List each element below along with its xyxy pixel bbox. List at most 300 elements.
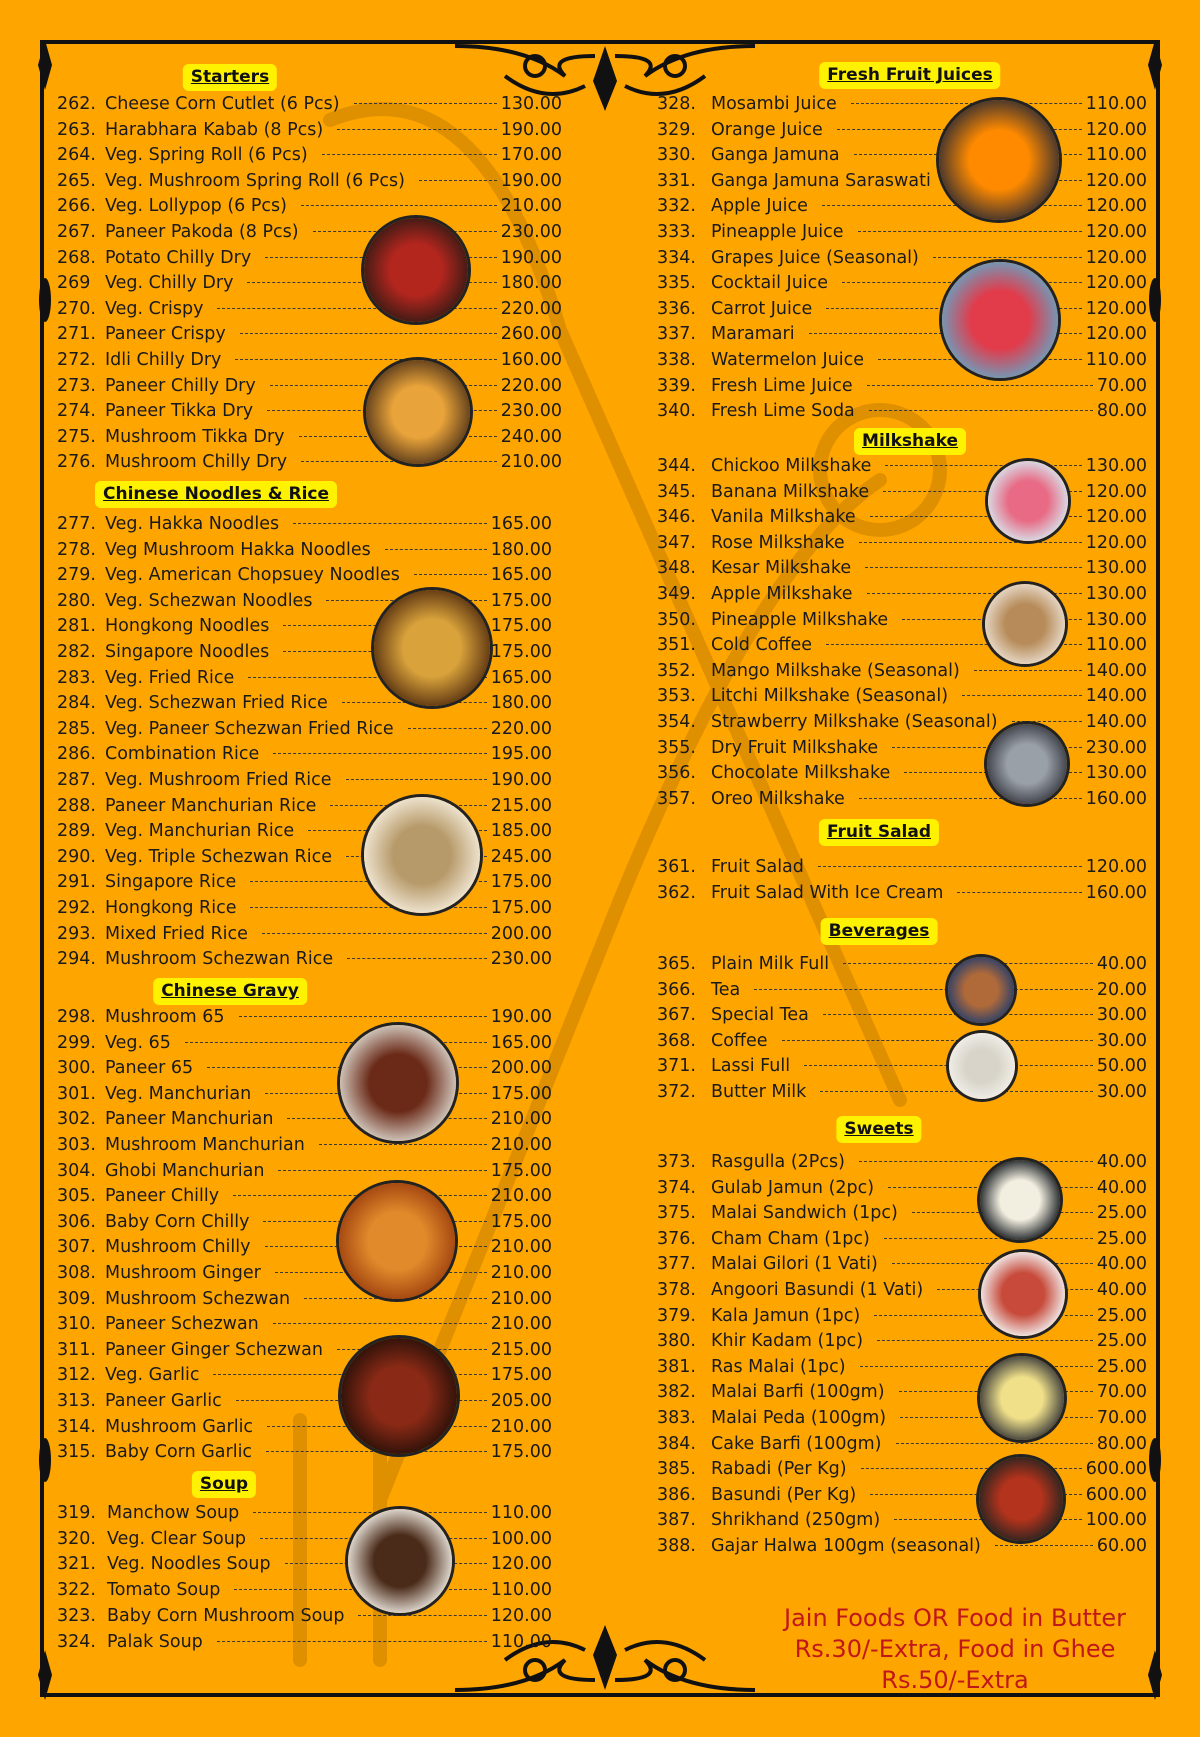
item-number: 332. [657,196,696,217]
item-price: 220.00 [500,298,562,319]
menu-item-row [657,582,1147,606]
dotted-leader [867,385,1093,386]
item-name: Mushroom Chilly [105,1237,251,1258]
dotted-leader [820,1091,1093,1092]
item-name: Ras Malai (1pc) [711,1356,846,1377]
item-name: Mushroom 65 [105,1007,225,1027]
item-price: 120.00 [490,1554,552,1575]
menu-item-row [57,1287,552,1311]
menu-item-row [57,742,552,766]
item-number: 375. [657,1203,696,1224]
item-name: Coffee [711,1030,768,1051]
item-name: Kala Jamun (1pc) [711,1305,861,1326]
dotted-leader [253,1512,487,1513]
item-price: 80.00 [1096,1433,1147,1454]
menu-item-row [657,374,1147,398]
item-name: Paneer Manchurian Rice [105,795,317,816]
dotted-leader [859,798,1082,799]
item-price: 120.00 [490,1605,552,1626]
item-price: 210.00 [490,1288,552,1309]
menu-item-row [657,220,1147,244]
item-price: 230.00 [500,401,562,422]
item-number: 305. [57,1186,96,1207]
menu-item-row [657,608,1147,632]
orange-juice-photo [939,100,1059,220]
item-price: 130.00 [1085,763,1147,784]
dotted-leader [859,1161,1093,1162]
item-name: Veg. Schezwan Noodles [105,590,313,611]
item-price: 30.00 [1096,1030,1147,1051]
menu-item-row [657,1150,1147,1174]
menu-item-row [657,348,1147,372]
menu-item-row [57,143,562,167]
dotted-leader [818,866,1082,867]
menu-item-row [657,480,1147,504]
menu-item-row [57,691,552,715]
item-price: 110.00 [490,1631,552,1652]
item-number: 287. [57,770,96,790]
item-name: Khir Kadam (1pc) [711,1331,864,1352]
menu-item-row [657,118,1147,142]
item-price: 180.00 [500,273,562,294]
item-number: 335. [657,273,696,294]
menu-item-row [657,633,1147,657]
item-number: 285. [57,718,96,739]
item-number: 293. [57,923,96,944]
item-number: 319. [57,1503,96,1523]
dotted-leader [962,695,1082,696]
dotted-leader [869,410,1093,411]
item-name: Mango Milkshake (Seasonal) [711,660,960,681]
item-number: 324. [57,1631,96,1652]
menu-item-row [657,1278,1147,1302]
item-name: Plain Milk Full [711,954,830,974]
item-price: 60.00 [1096,1536,1147,1556]
item-price: 30.00 [1096,1005,1147,1026]
item-number: 262. [57,94,96,114]
item-name: Baby Corn Garlic [105,1442,253,1463]
item-name: Veg. American Chopsuey Noodles [105,565,400,586]
menu-item-row [657,271,1147,295]
item-name: Paneer Pakoda (8 Pcs) [105,222,299,242]
item-number: 266. [57,196,96,217]
item-price: 40.00 [1096,1254,1147,1275]
item-number: 307. [57,1237,96,1258]
item-price: 175.00 [490,590,552,611]
item-name: Fresh Lime Soda [711,401,855,422]
item-name: Strawberry Milkshake (Seasonal) [711,712,998,732]
menu-item-row [57,1338,552,1362]
item-number: 371. [657,1056,696,1077]
menu-item-row [57,1630,552,1654]
lassi-photo [949,1033,1015,1099]
menu-item-row [57,1415,552,1439]
menu-item-row [657,952,1147,976]
item-number: 330. [657,145,696,166]
dotted-leader [885,465,1081,466]
dotted-leader [851,103,1082,104]
item-price: 70.00 [1096,375,1147,396]
item-price: 100.00 [1085,1510,1147,1531]
menu-item-row [657,297,1147,321]
section-heading-chinese-gravy: Chinese Gravy [153,978,307,1005]
item-number: 379. [657,1305,696,1326]
item-price: 120.00 [1085,273,1147,294]
item-name: Shrikhand (250gm) [711,1510,881,1531]
menu-item-row [57,399,562,423]
item-name: Veg. Manchurian Rice [105,821,295,842]
item-name: Rasgulla (2Pcs) [711,1152,845,1172]
menu-item-row [657,659,1147,683]
item-price: 110.00 [1085,350,1147,370]
item-number: 312. [57,1365,96,1386]
item-price: 130.00 [1085,558,1147,579]
item-price: 120.00 [1085,298,1147,319]
item-name: Basundi (Per Kg) [711,1484,857,1505]
item-number: 302. [57,1109,96,1130]
dotted-leader [354,103,497,104]
menu-item-row [657,1029,1147,1053]
item-price: 140.00 [1085,660,1147,681]
menu-item-row [657,556,1147,580]
menu-item-row [57,1005,552,1029]
item-price: 175.00 [490,898,552,918]
menu-item-row [57,538,552,562]
section-heading-chinese-noodles-rice: Chinese Noodles & Rice [95,481,337,508]
menu-item-row [657,531,1147,555]
dotted-leader [754,989,1093,990]
item-price: 600.00 [1085,1484,1147,1505]
menu-item-row [57,220,562,244]
item-price: 205.00 [490,1391,552,1411]
item-price: 200.00 [490,923,552,944]
item-number: 263. [57,119,96,140]
item-name: Veg. Clear Soup [107,1528,246,1549]
item-number: 286. [57,744,96,765]
item-name: Veg. Noodles Soup [107,1554,271,1575]
item-price: 120.00 [1085,196,1147,217]
item-name: Mushroom Tikka Dry [105,426,285,447]
item-name: Malai Peda (100gm) [711,1408,887,1428]
menu-item-row [657,787,1147,811]
item-number: 270. [57,298,96,319]
item-number: 268. [57,247,96,268]
manchurian-photo [340,1025,456,1141]
item-name: Veg. Mushroom Fried Rice [105,770,332,790]
item-number: 280. [57,590,96,611]
item-price: 160.00 [500,350,562,370]
dotted-leader [865,567,1082,568]
item-number: 336. [657,298,696,319]
item-price: 215.00 [490,1339,552,1360]
item-price: 130.00 [1085,584,1147,604]
dotted-leader [874,1315,1093,1316]
item-price: 210.00 [490,1314,552,1335]
item-number: 334. [657,247,696,268]
item-price: 120.00 [1085,170,1147,191]
item-name: Malai Sandwich (1pc) [711,1203,898,1224]
dotted-leader [933,257,1082,258]
item-price: 215.00 [490,795,552,816]
section-heading-fruit-salad: Fruit Salad [819,819,939,846]
item-number: 377. [657,1254,696,1275]
item-number: 383. [657,1408,696,1428]
item-name: Rabadi (Per Kg) [711,1459,847,1480]
item-number: 368. [657,1030,696,1051]
paneer-tikka-photo [366,360,470,464]
item-price: 120.00 [1085,532,1147,553]
dotted-leader [974,670,1082,671]
item-number: 345. [657,481,696,502]
item-name: Paneer Manchurian [105,1109,274,1130]
item-name: Cham Cham (1pc) [711,1228,870,1249]
item-number: 356. [657,763,696,784]
dotted-leader [858,231,1082,232]
menu-item-row [57,947,552,971]
menu-item-row [57,794,552,818]
item-price: 175.00 [490,1160,552,1181]
menu-item-row [57,1082,552,1106]
menu-item-row [657,684,1147,708]
item-name: Paneer Garlic [105,1391,222,1411]
item-name: Paneer Crispy [105,324,226,345]
item-name: Veg. Triple Schezwan Rice [105,846,332,867]
dotted-leader [995,1545,1093,1546]
dotted-leader [347,958,487,959]
item-name: Mushroom Manchurian [105,1135,305,1155]
item-price: 210.00 [500,452,562,473]
item-name: Gulab Jamun (2pc) [711,1177,875,1198]
item-name: Gajar Halwa 100gm (seasonal) [711,1536,981,1556]
item-price: 20.00 [1096,979,1147,1000]
item-number: 276. [57,452,96,473]
item-number: 373. [657,1152,696,1172]
item-price: 140.00 [1085,686,1147,707]
item-number: 291. [57,872,96,893]
item-name: Veg. Garlic [105,1365,200,1386]
dotted-leader [337,129,497,130]
menu-item-row [657,710,1147,734]
dotted-leader [408,728,487,729]
item-number: 284. [57,693,96,714]
item-number: 353. [657,686,696,707]
dotted-leader [217,308,496,309]
menu-item-row [57,896,552,920]
item-price: 120.00 [1085,324,1147,345]
item-number: 347. [657,532,696,553]
item-price: 120.00 [1085,507,1147,528]
menu-item-row [657,1003,1147,1027]
section-heading-soup: Soup [192,1471,256,1498]
item-number: 289. [57,821,96,842]
item-price: 80.00 [1096,401,1147,422]
menu-item-row [57,1604,552,1628]
item-number: 269 [57,273,91,294]
item-price: 180.00 [490,539,552,560]
item-price: 50.00 [1096,1056,1147,1077]
dotted-leader [877,1340,1093,1341]
dotted-leader [884,1238,1093,1239]
dotted-leader [301,205,497,206]
dotted-leader [957,892,1081,893]
item-name: Veg. Fried Rice [105,667,235,688]
item-number: 265. [57,170,96,191]
menu-item-row [57,1527,552,1551]
menu-item-row [57,922,552,946]
item-price: 175.00 [490,1442,552,1463]
menu-item-row [657,1508,1147,1532]
item-price: 175.00 [490,1211,552,1232]
item-name: Malai Barfi (100gm) [711,1382,885,1403]
item-price: 240.00 [500,426,562,447]
note-line-3: Rs.50/-Extra [881,1666,1029,1694]
oreo-shake-photo [987,724,1067,804]
item-name: Harabhara Kabab (8 Pcs) [105,119,324,140]
item-number: 288. [57,795,96,816]
menu-item-row [657,1329,1147,1353]
menu-item-row [57,194,562,218]
item-name: Oreo Milkshake [711,788,845,809]
item-number: 381. [657,1356,696,1377]
item-name: Grapes Juice (Seasonal) [711,247,919,268]
item-price: 25.00 [1096,1228,1147,1249]
item-name: Vanila Milkshake [711,507,856,528]
menu-item-row [57,1184,552,1208]
item-name: Dry Fruit Milkshake [711,737,879,758]
item-price: 210.00 [490,1416,552,1437]
item-price: 210.00 [500,196,562,217]
item-name: Singapore Noodles [105,642,270,662]
item-price: 210.00 [490,1237,552,1258]
item-number: 310. [57,1314,96,1335]
item-name: Manchow Soup [107,1503,240,1523]
item-price: 120.00 [1085,247,1147,268]
item-number: 299. [57,1032,96,1053]
item-number: 387. [657,1510,696,1531]
item-price: 260.00 [500,324,562,345]
menu-item-row [57,1235,552,1259]
section-heading-sweets: Sweets [836,1116,921,1143]
menu-item-row [57,870,552,894]
menu-item-row [57,1501,552,1525]
menu-item-row [657,1201,1147,1225]
menu-item-row [57,322,562,346]
item-price: 175.00 [490,616,552,637]
item-number: 322. [57,1580,96,1601]
dotted-leader [293,523,487,524]
menu-item-row [657,1054,1147,1078]
fried-rice-photo [364,797,480,913]
item-number: 357. [657,788,696,809]
menu-item-row [657,505,1147,529]
watermelon-juice-photo [942,262,1058,378]
item-name: Mosambi Juice [711,94,837,114]
item-number: 372. [657,1082,696,1102]
menu-item-row [57,1210,552,1234]
noodles-photo [374,590,490,706]
garlic-gravy-photo [341,1338,457,1454]
menu-item-row [57,1312,552,1336]
item-price: 190.00 [490,1007,552,1027]
item-number: 382. [657,1382,696,1403]
item-price: 40.00 [1096,1152,1147,1172]
item-number: 315. [57,1442,96,1463]
item-name: Baby Corn Chilly [105,1211,250,1232]
item-number: 313. [57,1391,96,1411]
item-number: 272. [57,350,96,370]
item-price: 160.00 [1085,882,1147,903]
item-name: Litchi Milkshake (Seasonal) [711,686,949,707]
menu-item-row [657,1080,1147,1104]
item-price: 165.00 [490,667,552,688]
item-price: 210.00 [490,1186,552,1207]
menu-item-row [657,322,1147,346]
item-name: Mushroom Chilly Dry [105,452,288,473]
menu-item-row [657,736,1147,760]
menu-item-row [57,425,562,449]
item-name: Veg. Mushroom Spring Roll (6 Pcs) [105,170,405,191]
item-name: Cheese Corn Cutlet (6 Pcs) [105,94,340,114]
item-price: 70.00 [1096,1382,1147,1403]
item-name: Mixed Fried Rice [105,923,248,944]
item-price: 175.00 [490,642,552,662]
item-number: 321. [57,1554,96,1575]
item-number: 309. [57,1288,96,1309]
item-price: 110.00 [490,1503,552,1523]
item-number: 351. [657,635,696,656]
item-number: 378. [657,1280,696,1300]
item-price: 165.00 [490,514,552,534]
item-name: Veg. Paneer Schezwan Fried Rice [105,718,394,739]
menu-item-row [657,1227,1147,1251]
item-name: Chickoo Milkshake [711,456,872,476]
item-price: 120.00 [1085,481,1147,502]
item-number: 279. [57,565,96,586]
item-name: Paneer Chilly [105,1186,220,1207]
item-price: 25.00 [1096,1356,1147,1377]
item-number: 361. [657,857,696,877]
strawberry-shake-photo [988,461,1068,541]
item-number: 301. [57,1083,96,1104]
item-number: 273. [57,375,96,396]
item-price: 185.00 [490,821,552,842]
menu-item-row [657,881,1147,905]
item-number: 271. [57,324,96,345]
dotted-leader [419,180,497,181]
item-price: 170.00 [500,145,562,166]
item-number: 294. [57,949,96,970]
item-name: Butter Milk [711,1082,807,1102]
soup-photo [348,1509,452,1613]
item-name: Mushroom Schezwan Rice [105,949,334,970]
item-price: 30.00 [1096,1082,1147,1102]
item-price: 25.00 [1096,1331,1147,1352]
item-number: 348. [657,558,696,579]
menu-item-row [57,1056,552,1080]
item-price: 230.00 [490,949,552,970]
dotted-leader [322,154,497,155]
item-price: 40.00 [1096,1280,1147,1300]
item-price: 210.00 [490,1109,552,1130]
item-number: 337. [657,324,696,345]
item-name: Paneer Schezwan [105,1314,259,1335]
rasmalai-photo [980,1356,1064,1440]
item-name: Hongkong Rice [105,898,237,918]
item-price: 110.00 [1085,635,1147,656]
item-price: 245.00 [490,846,552,867]
menu-item-row [657,92,1147,116]
dotted-leader [346,779,487,780]
